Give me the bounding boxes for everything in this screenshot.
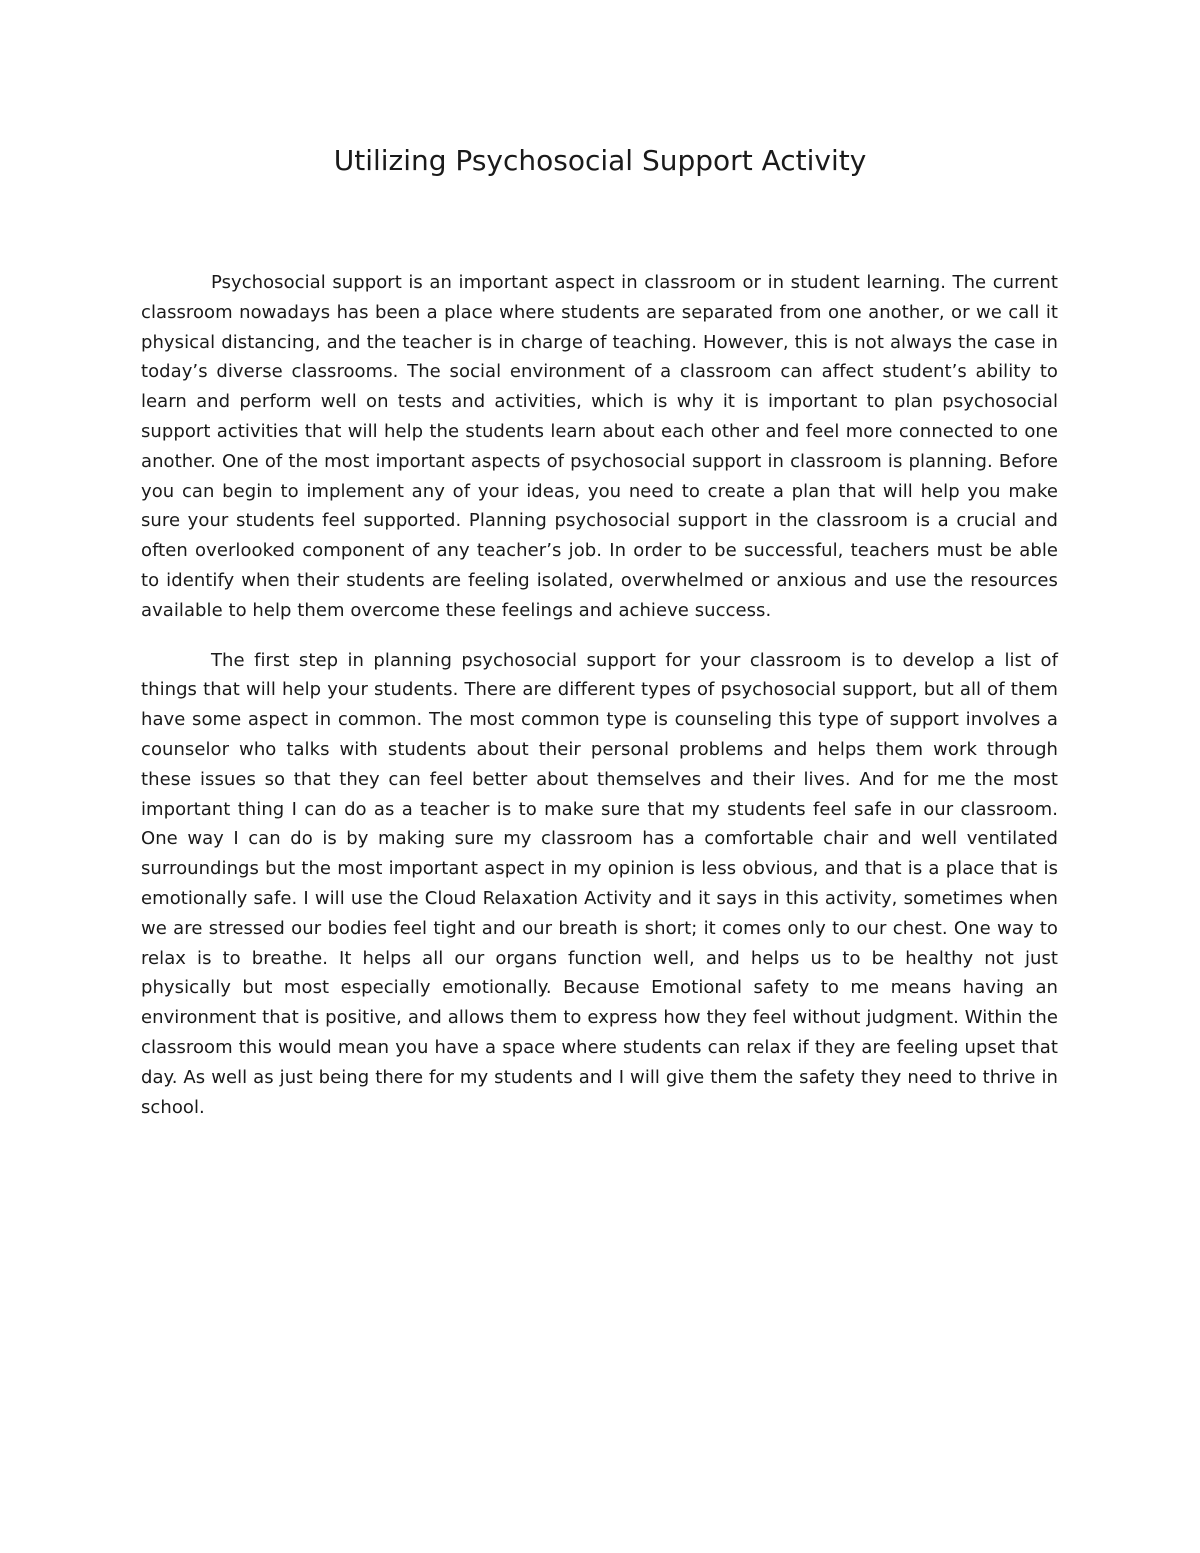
paragraph-1: Psychosocial support is an important aspect in classroom or in student learning. The current classroom nowadays has been a place where students are separated from one another, or we call it physical distancing, and the teacher is in charge of teaching. However, this is not always the case in today’s diverse classrooms. The social environment of a classroom can affect student’s ability to learn and perform well on tests and activities, which is why it is important to plan psychosocial support activities that will help the students learn about each other and feel more connected to one another. One of the most important aspects of psychosocial support in classroom is planning. Before you can begin to implement any of your ideas, you need to create a plan that will help you make sure your students feel supported. Planning psychosocial support in the classroom is a crucial and often overlooked component of any teacher’s job. In order to be successful, teachers must be able to identify when their students are feeling isolated, overwhelmed or anxious and use the resources available to help them overcome these feelings and achieve success. — [141, 272, 1058, 621]
document-title: Utilizing Psychosocial Support Activity — [333, 144, 867, 177]
paragraph-2: The first step in planning psychosocial support for your classroom is to develop a list of things that will help your students. There are different types of psychosocial support, but all of them have some aspect in common. The most common type is counseling this type of support involves a counselor who talks with students about their personal problems and helps them work through these issues so that they can feel better about themselves and their lives. And for me the most important thing I can do as a teacher is to make sure that my students feel safe in our classroom. One way I can do is by making sure my classroom has a comfortable chair and well ventilated surroundings but the most important aspect in my opinion is less obvious, and that is a place that is emotionally safe. I will use the Cloud Relaxation Activity and it says in this activity, sometimes when we are stressed our bodies feel tight and our breath is short; it comes only to our chest. One way to relax is to breathe. It helps all our organs function well, and helps us to be healthy not just physically but most especially emotionally. Because Emotional safety to me means having an environment that is positive, and allows them to express how they feel without judgment. Within the classroom this would mean you have a space where students can relax if they are feeling upset that day. As well as just being there for my students and I will give them the safety they need to thrive in school. — [141, 649, 1058, 1118]
document-body — [141, 268, 1058, 1142]
